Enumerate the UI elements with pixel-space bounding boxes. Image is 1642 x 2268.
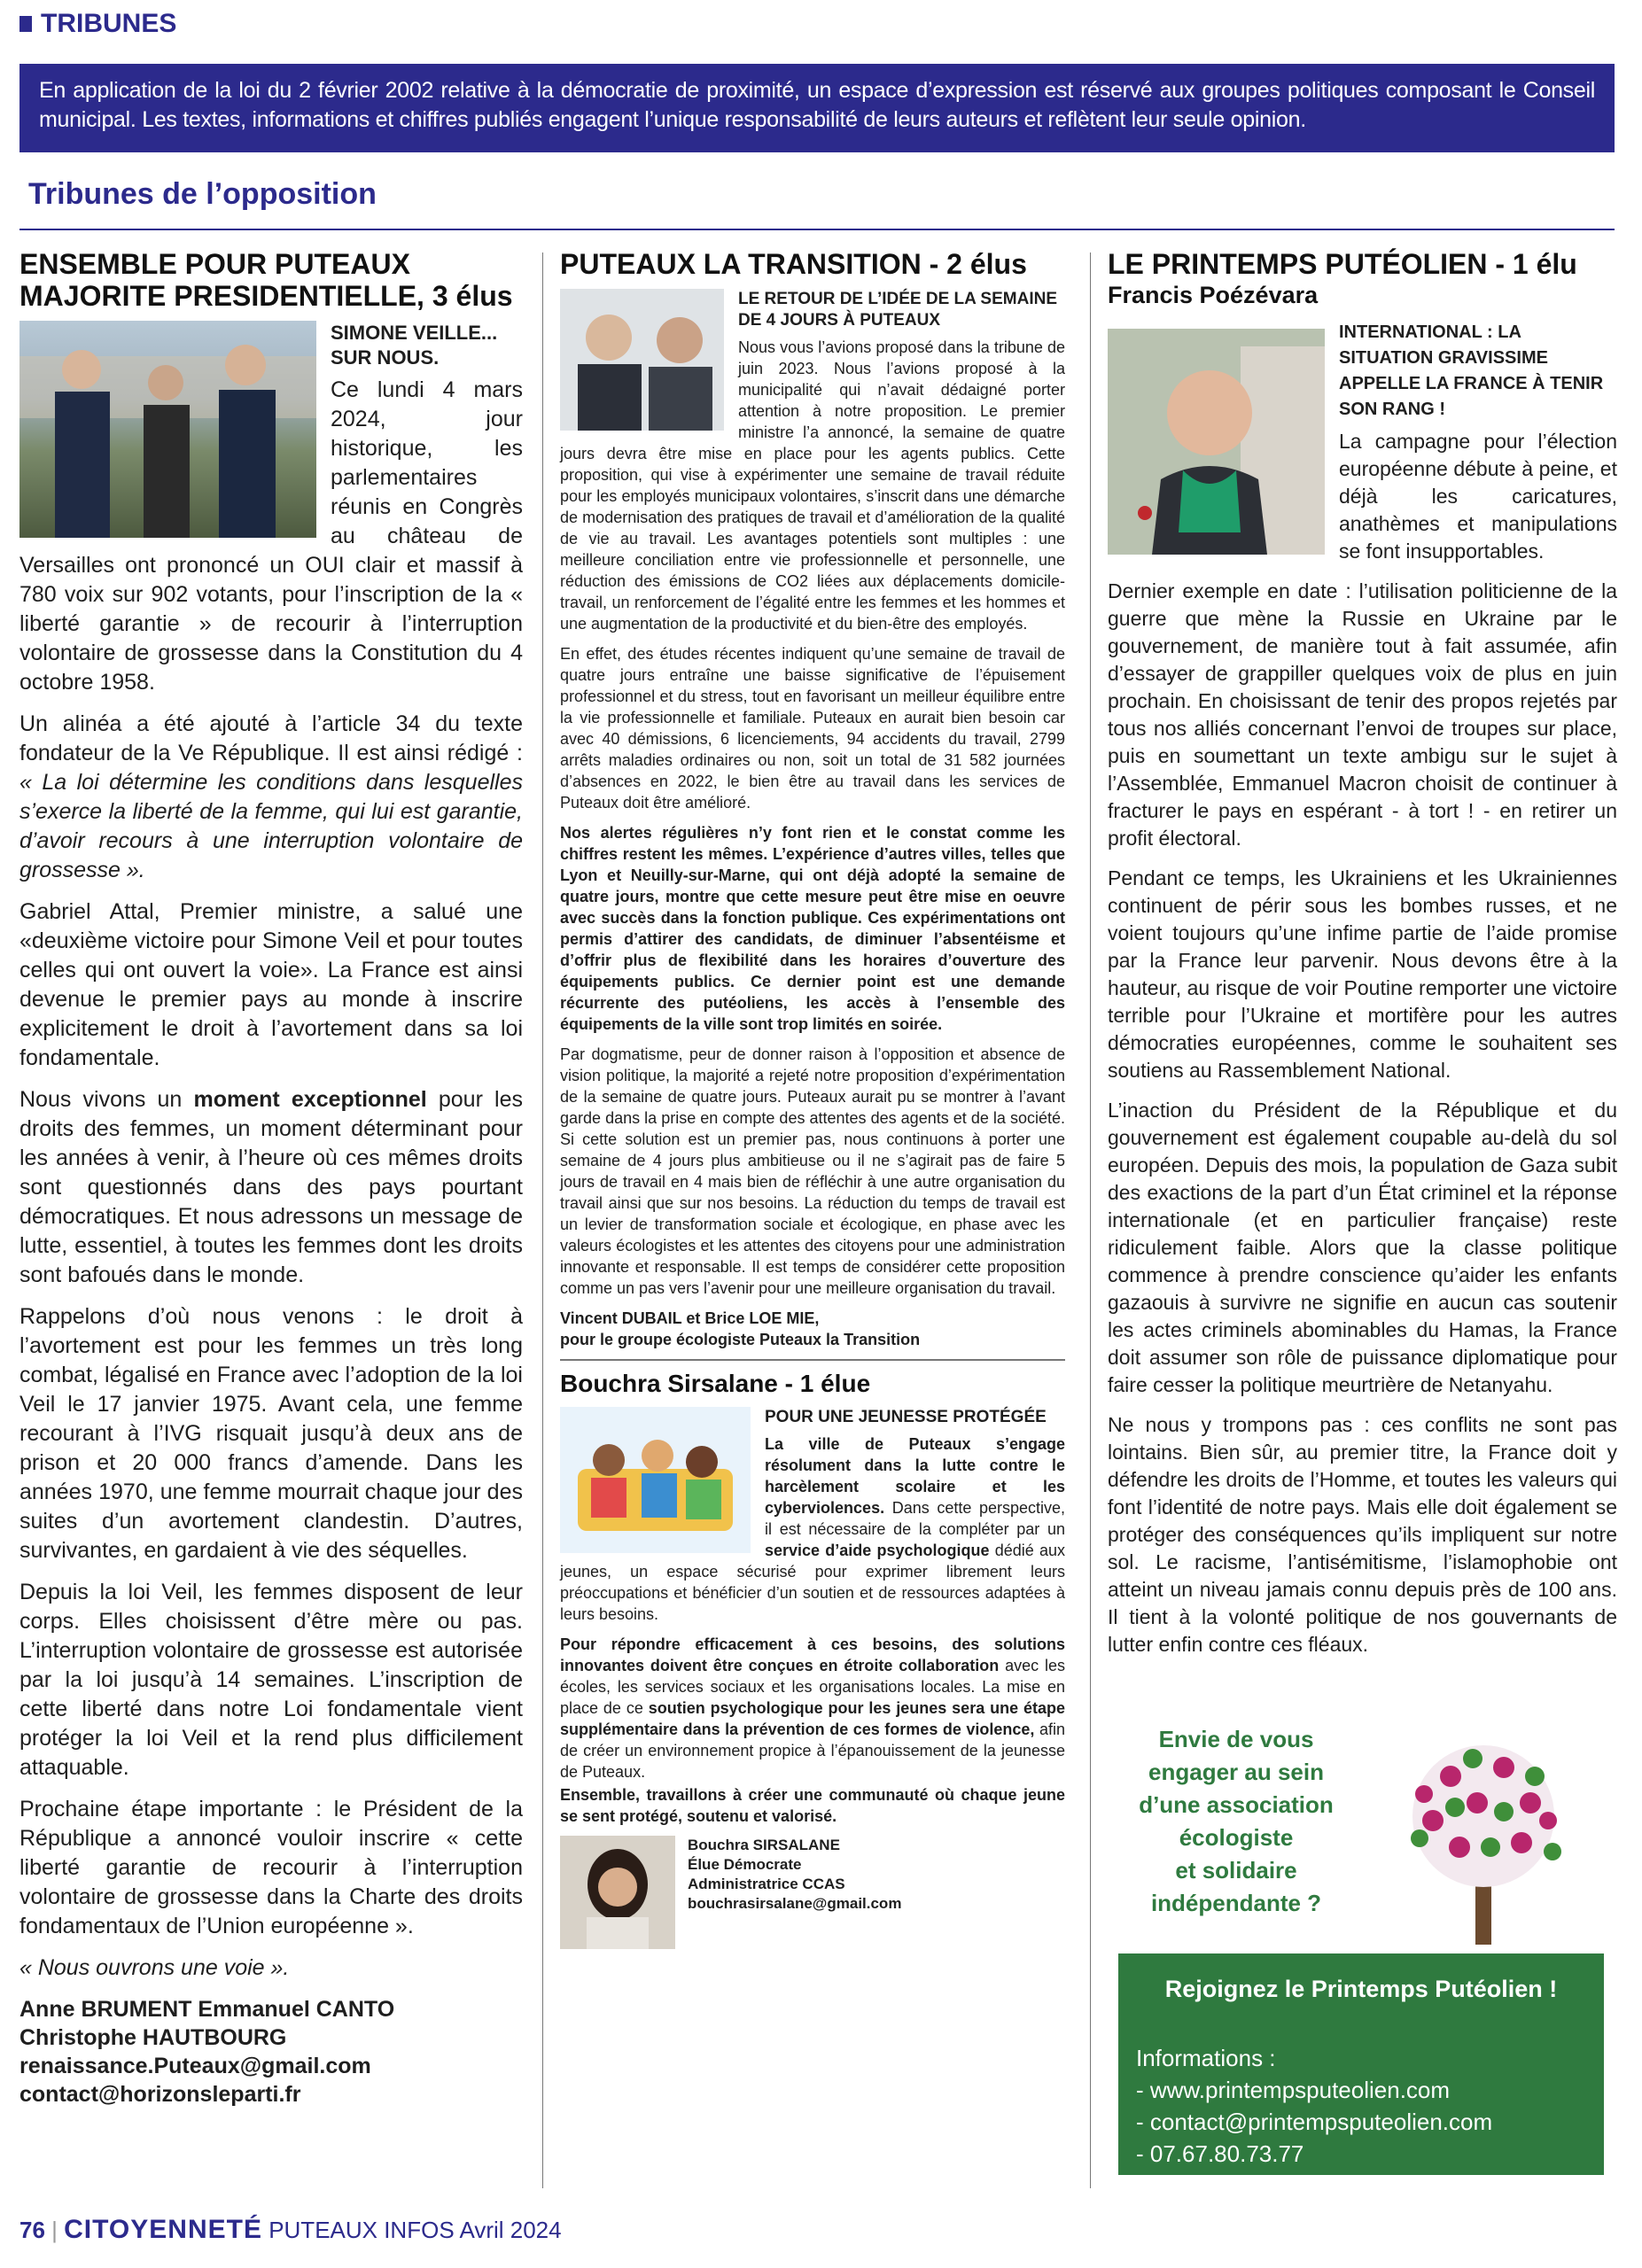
paragraph: Depuis la loi Veil, les femmes disposent de leur corps. Elles choisissent d’être mère ou pas. L’interruption volontaire de grossesse est autorisée par la loi jusqu’à 14 semaines. L’inscription de cette liberté dans notre Loi fondamentale vient protéger la loi Veil et la rend plus difficilement attaquable. xyxy=(19,1580,523,1780)
legal-banner: En application de la loi du 2 février 2002 relative à la démocratie de proximité, un espace d’expression est réservé aux groupes politiques composant le Conseil municipal. Les textes, informations et chiffres publiés engagent l’unique responsabilité de leurs auteurs et reflètent leur seule opinion. xyxy=(19,64,1615,152)
tree-icon xyxy=(1371,1723,1597,1949)
paragraph: La ville de Puteaux s’engage résolument dans la lutte contre le harcèlement scolaire et les cyberviolences. Dans cette perspective, il est nécessaire de la compléter par un service d’aide psychologique dédié aux jeunes, un espace sécurisé pour exprimer librement leurs préoccupations et bénéficier d’un soutien et de ressources adaptées à leurs besoins. xyxy=(560,1435,1065,1623)
paragraph: Nos alertes régulières n’y font rien et le constat comme les chiffres restent les mêmes. L’expérience d’autres villes, telles que Lyon et Neuilly-sur-Marne, qui ont déjà adopté la semaine de quatre jours, montre que cette mesure peut être mise en oeuvre avec succès dans la fonction publique. Ces expérimentations ont permis d’attirer des candidats, de diminuer l’absentéisme et d’offrir plus de flexibilité dans les horaires d’ouverture des équipements publics. Ce dernier point est une demande récurrente des putéoliens, les accès à l’ensemble des équipements de la ville sont trop limités en soirée. xyxy=(560,824,1065,1033)
paragraph: Ensemble, travaillons à créer une communauté où chaque jeune se sent protégé, soutenu et valorisé. xyxy=(560,1786,1065,1825)
portrait-photo xyxy=(1108,329,1325,555)
ad-call-to-action: Rejoignez le Printemps Putéolien ! xyxy=(1164,1976,1558,2002)
association-ad xyxy=(1118,1714,1604,2175)
column-transition xyxy=(560,248,1065,1949)
ad-info: Informations : - www.printempsputeolien.com - contact@printempsputeolien.com - 07.67.80.73.77 xyxy=(1136,2042,1492,2170)
email-link[interactable]: renaissance.Puteaux@gmail.com xyxy=(19,2054,371,2078)
phone-link[interactable]: - 07.67.80.73.77 xyxy=(1136,2140,1304,2167)
page-number: 76 xyxy=(19,2217,45,2243)
article-kicker: POUR UNE JEUNESSE PROTÉGÉE xyxy=(765,1408,1047,1426)
section-label: TRIBUNES xyxy=(41,9,177,38)
signature: Vincent DUBAIL et Brice LOE MIE, xyxy=(560,1309,820,1327)
paragraph: Prochaine étape importante : le Président de la République a annoncé vouloir inscrire « cette liberté garantie de recourir à l’interruption volontaire de grossesse dans la Charte des droits fondamentaux de l’Union européenne ». xyxy=(19,1797,523,1938)
group-photo xyxy=(19,321,316,538)
email-link[interactable]: - contact@printempsputeolien.com xyxy=(1136,2109,1493,2135)
subheading: Tribunes de l’opposition xyxy=(28,177,377,211)
paragraph: Ce lundi 4 mars 2024, jour historique, les parlementaires réunis en Congrès au château de Versailles ont prononcé un OUI clair et massif à 780 voix sur 902 votants, pour l’inscription de la « liberté garantie » de recourir à l’interruption volontaire de grossesse dans la Constitution du 4 octobre 1958. xyxy=(19,377,523,695)
email-link[interactable]: bouchrasirsalane@gmail.com xyxy=(688,1895,902,1912)
author-photo xyxy=(560,1836,675,1949)
subheading-rule xyxy=(19,229,1615,230)
paragraph: Pendant ce temps, les Ukrainiens et les Ukrainiennes continuent de périr sous les bombes russes, et ne voient toujours qu’une infime partie de l’aide promise par la France leur parvenir. Nous devons être à la hauteur, au risque de voir Poutine remporter une victoire terrible pour l’Ukraine et mortifère pour les autres démocraties européennes, comme le souhaitent ses soutiens au Rassemblement National. xyxy=(1108,866,1617,1082)
column-divider xyxy=(542,252,543,2188)
paragraph: Dernier exemple en date : l’utilisation politicienne de la guerre que mène la Russie en Ukraine par le gouvernement, de manière tout à fait assumée, afin d’essayer de grappiller quelques voix de plus en juin prochain. En choisissant de tenir des propos rejetés par tous nos alliés concernant l’envoi de troupes sur place, puis en soumettant un texte ambigu sur le sujet à l’Assemblée, Emmanuel Macron choisit de continuer à fracturer le pays en espérant - à tort ! - en retirer un profit électoral. xyxy=(1108,579,1617,850)
paragraph: Nous vous l’avions proposé dans la tribune de juin 2023. Nous l’avions proposé à la municipalité qui n’avait dédaigné porter attention à notre proposition. Le premier ministre l’a annoncé, la semaine de quatre jours devra être mise en place pour les agents publics. Cette proposition, qui vise à expérimenter une semaine de travail réduite pour les employés municipaux volontaires, s’inscrit dans une démarche de modernisation des pratiques de travail et d’amélioration de la qualité de vie au travail. Les avantages potentiels sont multiples : une meilleure conciliation entre vie professionnelle et personnelle, une réduction des émissions de CO2 liées aux déplacements domicile-travail, un renforcement de l’égalité entre les femmes et les hommes et une augmentation de la productivité et du bien-être des employés. xyxy=(560,338,1065,633)
column-subtitle: Francis Poézévara xyxy=(1108,282,1319,308)
column-printemps xyxy=(1108,248,1617,1671)
column-title: Bouchra Sirsalane - 1 élue xyxy=(560,1370,871,1397)
section-square-icon xyxy=(19,16,32,32)
duo-photo xyxy=(560,289,724,431)
paragraph: Gabriel Attal, Premier ministre, a salué une «deuxième victoire pour Simone Veil et pour toutes celles qui ont ouvert la voie». La France est ainsi devenue le premier pays au monde à inscrire explicitement le droit à l’avortement dans sa loi fondamentale. xyxy=(19,899,523,1070)
article-kicker: SIMONE VEILLE... SUR NOUS. xyxy=(331,322,498,369)
ad-top-panel xyxy=(1118,1714,1604,1953)
article-kicker: INTERNATIONAL : LA SITUATION GRAVISSIME APPELLE LA FRANCE À TENIR SON RANG ! xyxy=(1339,322,1604,419)
paragraph: En effet, des études récentes indiquent qu’une semaine de travail de quatre jours entraîne une baisse significative de l’épuisement professionnel et du stress, tout en favorisant un meilleur équilibre entre la vie professionnelle et familiale. Puteaux en aurait bien besoin car avec 40 démissions, 6 licenciements, 94 accidents du travail, 2799 arrêts maladies ordinaires ou non, soit un total de 31 582 journées d’absences en 2022, le bien être au travail dans les services de Puteaux doit être amélioré. xyxy=(560,645,1065,812)
quote: « Nous ouvrons une voie ». xyxy=(19,1955,290,1980)
paragraph: Ne nous y trompons pas : ces conflits ne sont pas lointains. Bien sûr, au premier titre, la France doit y défendre les droits de l’Homme, et toutes les valeurs qui font l’identité de notre pays. Mais elle doit également se protéger des conséquences qu’ils impliquent sur notre sol. Le racisme, l’antisémitisme, l’islamophobie ont atteint un niveau jamais connu depuis près de 100 ans. Il tient à la volonté politique de nos gouvernants de lutter enfin contre ces fléaux. xyxy=(1108,1413,1617,1656)
signature: pour le groupe écologiste Puteaux la Transition xyxy=(560,1331,921,1348)
article-kicker: LE RETOUR DE L’IDÉE DE LA SEMAINE DE 4 JOURS À PUTEAUX xyxy=(738,290,1057,330)
paragraph: Pour répondre efficacement à ces besoins, des solutions innovantes doivent être conçues en étroite collaboration avec les écoles, les services sociaux et les organisations locales. La mise en place de ce soutien psychologique pour les jeunes sera une étape supplémentaire dans la prévention de ces formes de violence, afin de créer un environnement propice à l’épanouissement de la jeunesse de Puteaux. xyxy=(560,1635,1065,1781)
paragraph: Par dogmatisme, peur de donner raison à l’opposition et absence de vision politique, la majorité a rejeté notre proposition d’expérimentation de la semaine de quatre jours. Puteaux aurait pu se montrer à l’avant garde dans la prise en compte des attentes des agents et de la société. Si cette solution est un premier pas, nous continuons à porter une semaine de 4 jours plus ambitieuse ou il ne s’agirait pas de faire 5 jours de travail en 4 mais bien de réfléchir à une autre organisation du travail ainsi que sur nos besoins. La réduction du temps de travail est un levier de transformation sociale et écologique, en phase avec les valeurs écologistes et les attentes des citoyens pour une administration innovante et responsable. Il est temps de considérer cette proposition comme un pas vers l’avenir pour une meilleure organisation du travail. xyxy=(560,1045,1065,1297)
email-link[interactable]: contact@horizonsleparti.fr xyxy=(19,2082,301,2107)
page-footer: 76 | CITOYENNETÉ PUTEAUX INFOS Avril 2024 xyxy=(19,2215,562,2244)
paragraph: Nous vivons un moment exceptionnel pour les droits des femmes, un moment déterminant pour les années à venir, à l’heure où ces mêmes droits sont questionnés dans des pays pourtant démocratiques. Et nous adressons un message de lutte, essentiel, à toutes les femmes dont les droits sont bafoués dans le monde. xyxy=(19,1087,524,1287)
column-title: LE PRINTEMPS PUTÉOLIEN - 1 élu xyxy=(1108,248,1577,280)
paragraph: L’inaction du Président de la République et du gouvernement est également coupable au-delà du sol européen. Depuis des mois, la population de Gaza subit des exactions de la part d’un État criminel et la réponse internationale (et en particulier française) reste ridiculement faible. Alors que la classe politique commence à prendre conscience qu’aider les enfants gazaouis à survivre ne signifie en aucun cas soutenir les actes criminels abominables du Hamas, la France doit assumer son rôle de puissance diplomatique pour faire cesser la politique meurtrière de Netanyahu. xyxy=(1108,1099,1617,1396)
website-link[interactable]: - www.printempsputeolien.com xyxy=(1136,2077,1451,2103)
column-title: ENSEMBLE POUR PUTEAUX MAJORITE PRESIDENTIELLE, 3 élus xyxy=(19,248,513,312)
column-divider xyxy=(1090,252,1091,2188)
column-title: PUTEAUX LA TRANSITION - 2 élus xyxy=(560,248,1027,280)
paragraph: Rappelons d’où nous venons : le droit à l’avortement est pour les femmes un très long combat, légalisé en France avec l’adoption de la loi Veil le 17 janvier 1975. Avant cela, une femme recourant à l’IVG risquait jusqu’à deux ans de prison et 20 000 francs d’amende. Dans les années 1970, une femme mourrait chaque jour des suites d’un avortement clandestin. D’autres, survivantes, en gardaient à vie des séquelles. xyxy=(19,1304,523,1563)
signature: Christophe HAUTBOURG xyxy=(19,2025,287,2050)
children-illustration xyxy=(560,1407,751,1553)
column-ensemble xyxy=(19,248,523,2109)
section-divider xyxy=(560,1359,1065,1361)
author-details: Bouchra SIRSALANE Élue Démocrate Administratrice CCAS bouchrasirsalane@gmail.com xyxy=(688,1837,902,1912)
paragraph: Un alinéa a été ajouté à l’article 34 du texte fondateur de la Ve République. Il est ainsi rédigé : « La loi détermine les conditions dans lesquelles s’exerce la liberté de la femme, qui lui est garantie, d’avoir recours à une interruption volontaire de grossesse ». xyxy=(19,711,523,882)
ad-question: Envie de vous engager au sein d’une association écologiste et solidaire indépendante ? xyxy=(1139,1726,1334,1916)
footer-publication: PUTEAUX INFOS Avril 2024 xyxy=(268,2217,562,2243)
signature: Anne BRUMENT Emmanuel CANTO xyxy=(19,1997,395,2022)
author-block xyxy=(560,1836,1065,1949)
section-tag xyxy=(19,9,176,39)
paragraph: La campagne pour l’élection européenne débute à peine, et déjà les caricatures, anathèmes et manipulations se font insupportables. xyxy=(1339,430,1617,563)
footer-section: CITOYENNETÉ xyxy=(64,2215,262,2244)
